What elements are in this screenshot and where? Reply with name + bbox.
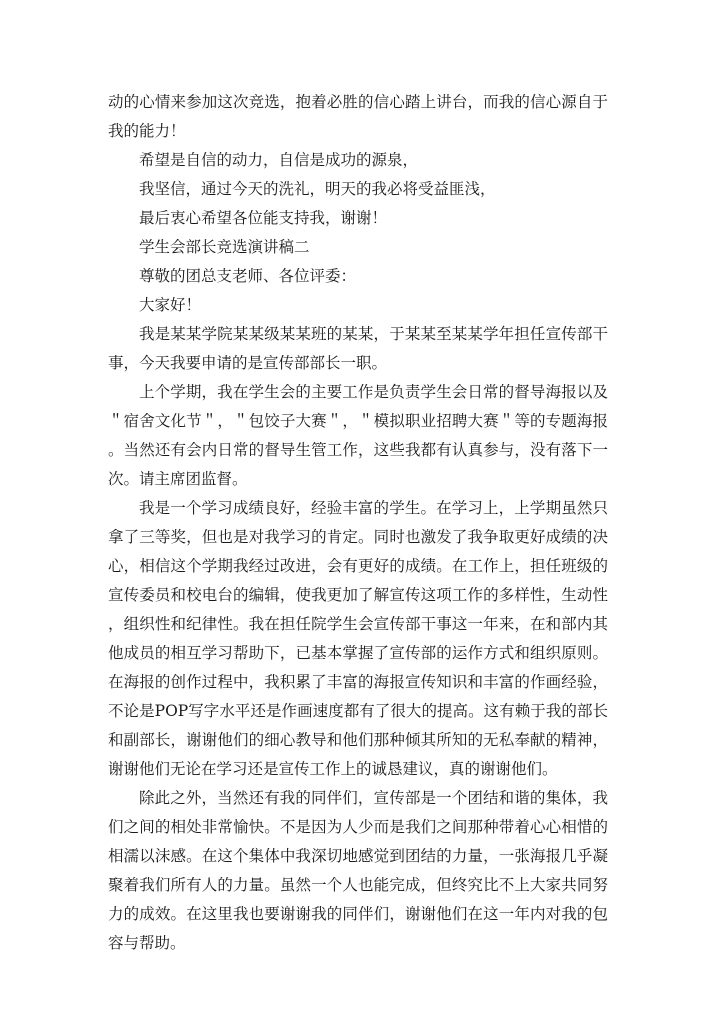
paragraph-study-work: 我是一个学习成绩良好，经验丰富的学生。在学习上，上学期虽然只拿了三等奖，但也是对我学习的肯定。同时也激发了我争取更好成绩的决心，相信这个学期我经过改进，会有更好的成绩。在工作上，担任班级的宣传委员和校电台的编辑，使我更加了解宣传这项工作的多样性，生动性，组织性和纪律性。我在担任院学生会宣传部干事这一年来，在和部内其他成员的相互学习帮助下，已基本掌握了宣传部的运作方式和组织原则。在海报的创作过程中，我积累了丰富的海报宣传知识和丰富的作画经验，不论是POP写字水平还是作画速度都有了很大的提高。这有赖于我的部长和副部长，谢谢他们的细心教导和他们那种倾其所知的无私奉献的精神，谢谢他们无论在学习还是宣传工作上的诚恳建议，真的谢谢他们。 [108,499,608,778]
paragraph-4: 最后衷心希望各位能支持我，谢谢！ [139,209,388,227]
salutation: 尊敬的团总支老师、各位评委： [139,267,357,285]
section-heading: 学生会部长竞选演讲稿二 [139,238,310,256]
paragraph-teammates: 除此之外，当然还有我的同伴们，宣传部是一个团结和谐的集体，我们之间的相处非常愉快。不是因为人少而是我们之间那种带着心心相惜的相濡以沫感。在这个集体中我深切地感觉到团结的力量，一张海报几乎凝聚着我们所有人的力量。虽然一个人也能完成，但终究比不上大家共同努力的成效。在这里我也要谢谢我的同伴们，谢谢他们在这一年内对我的包容与帮助。 [108,789,608,952]
document-body [108,88,608,958]
paragraph-2: 希望是自信的动力，自信是成功的源泉， [139,151,419,169]
paragraph-3: 我坚信，通过今天的洗礼，明天的我必将受益匪浅， [139,180,496,198]
greeting: 大家好！ [139,296,202,314]
paragraph-intro: 我是某某学院某某级某某班的某某，于某某至某某学年担任宣传部干事，今天我要申请的是宣传部部长一职。 [108,325,608,372]
paragraph-last-term: 上个学期，我在学生会的主要工作是负责学生会日常的督导海报以及＂宿舍文化节＂，＂包饺子大赛＂，＂模拟职业招聘大赛＂等的专题海报。当然还有会内日常的督导生管工作，这些我都有认真参与，没有落下一次。请主席团监督。 [108,383,608,488]
paragraph-1: 动的心情来参加这次竞选，抱着必胜的信心踏上讲台，而我的信心源自于我的能力！ [108,93,608,140]
